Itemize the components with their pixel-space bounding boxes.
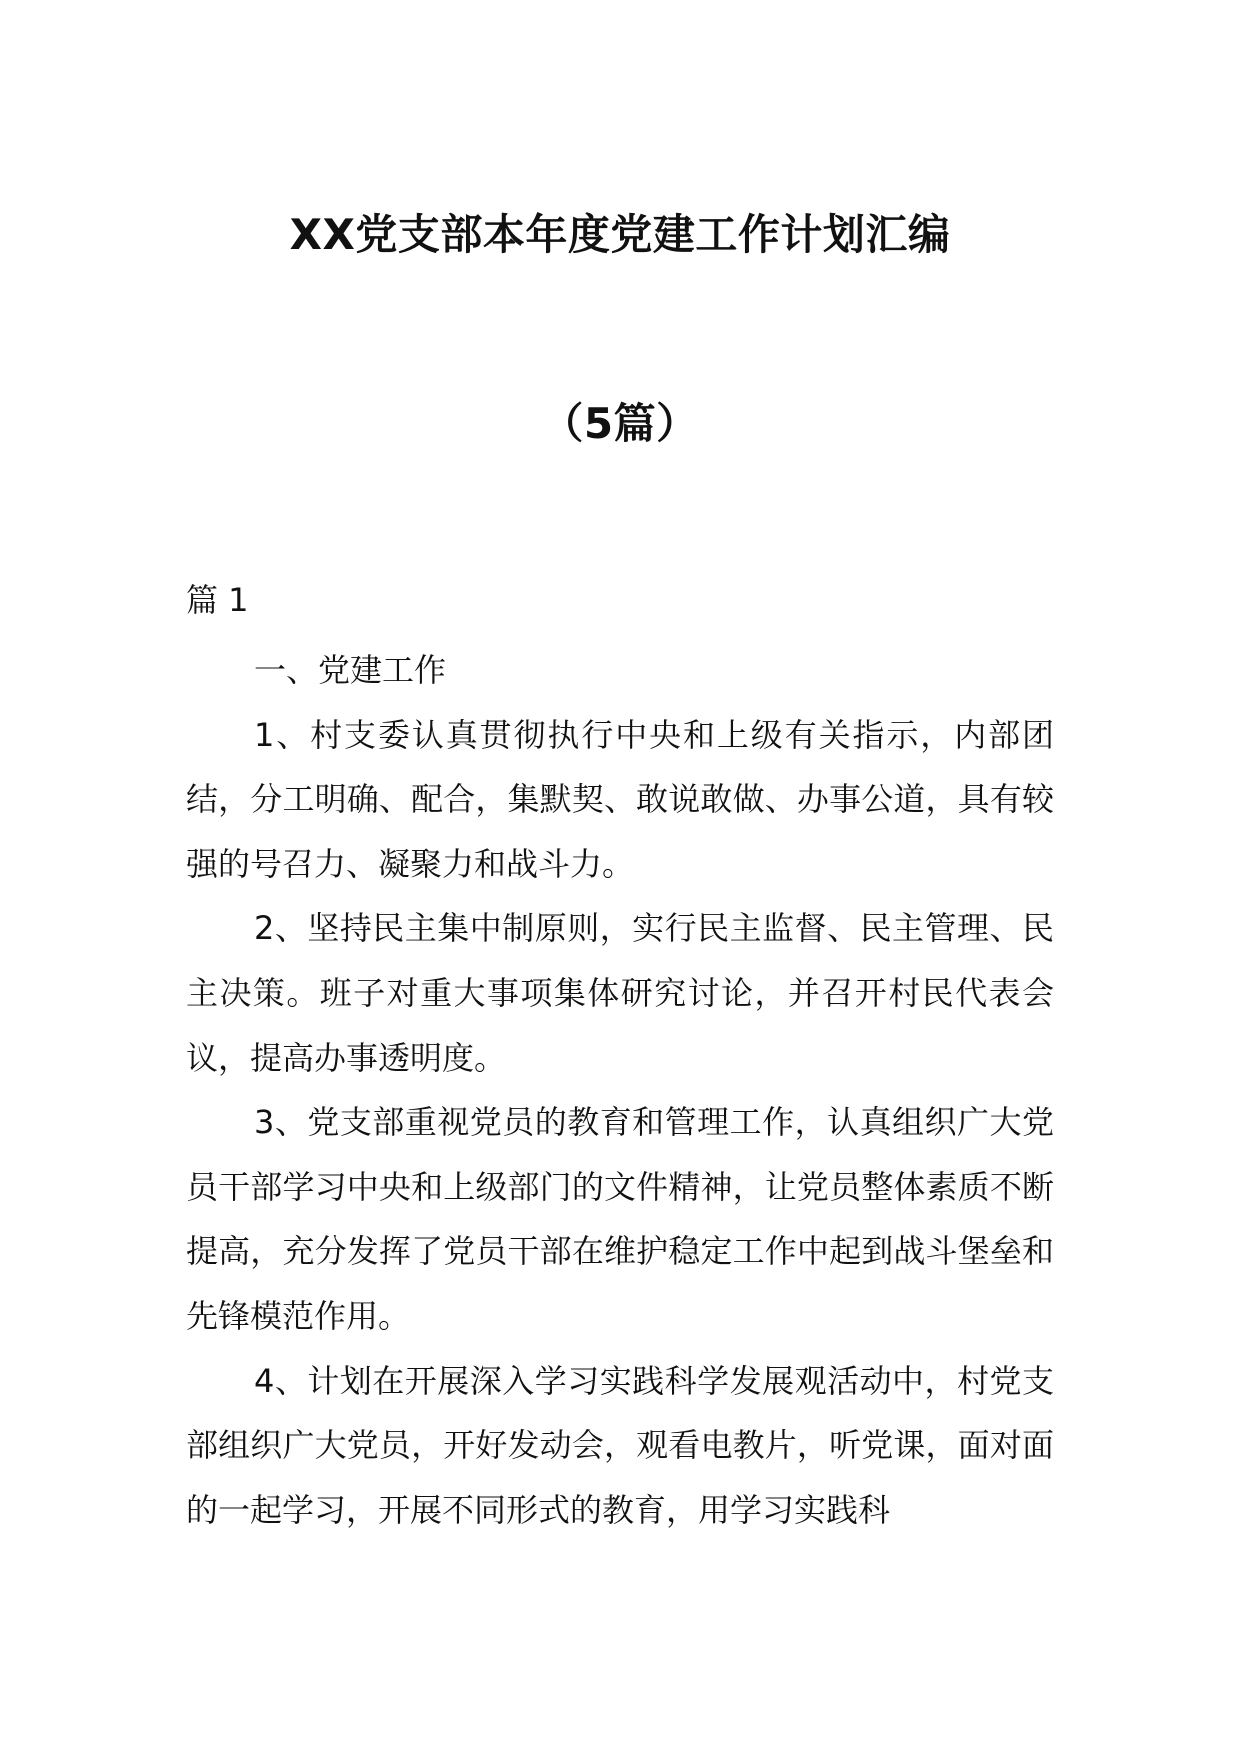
section-label: 篇 1 [186,581,249,619]
document-subtitle: （5篇） [541,399,699,448]
document-title: XX党支部本年度党建工作计划汇编 [289,210,951,259]
document-body [186,638,1054,1542]
paragraph-3: 3、党支部重视党员的教育和管理工作，认真组织广大党员干部学习中央和上级部门的文件精神，让党员整体素质不断提高，充分发挥了党员干部在维护稳定工作中起到战斗堡垒和先锋模范作用。 [186,1103,1054,1335]
section-heading: 一、党建工作 [254,651,447,689]
paragraph-1: 1、村支委认真贯彻执行中央和上级有关指示，内部团结，分工明确、配合，集默契、敢说敢做、办事公道，具有较强的号召力、凝聚力和战斗力。 [186,715,1054,883]
paragraph-2: 2、坚持民主集中制原则，实行民主监督、民主管理、民主决策。班子对重大事项集体研究讨论，并召开村民代表会议，提高办事透明度。 [186,909,1054,1077]
paragraph-4: 4、计划在开展深入学习实践科学发展观活动中，村党支部组织广大党员，开好发动会，观看电教片，听党课，面对面的一起学习，开展不同形式的教育，用学习实践科 [186,1361,1054,1529]
